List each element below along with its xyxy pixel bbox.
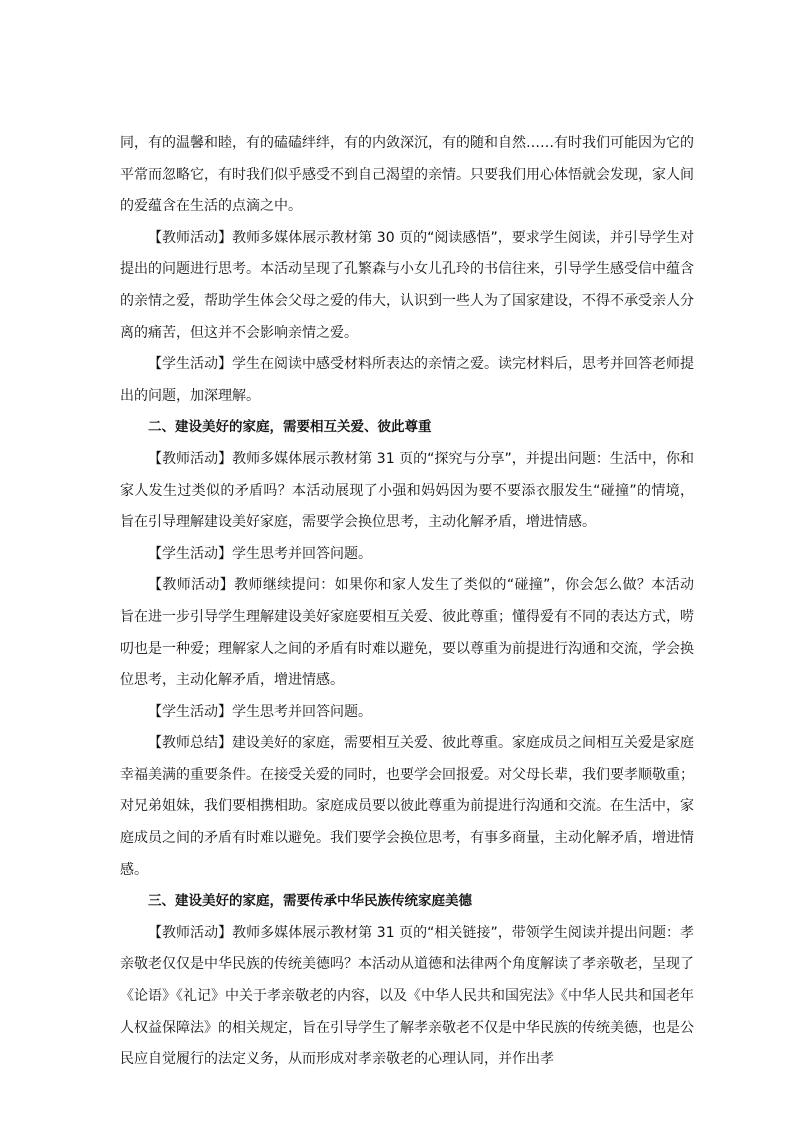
document-page — [120, 128, 694, 1076]
paragraph-teacher-activity-3: 【教师活动】教师继续提问：如果你和家人发生了类似的“碰撞”，你会怎么做？本活动旨在进一步引导学生理解建设美好家庭要相互关爱、彼此尊重；懂得爱有不同的表达方式，唠叨也是一种爱；理解家人之间的矛盾有时难以避免，要以尊重为前提进行沟通和交流，学会换位思考，主动化解矛盾，增进情感。 — [120, 577, 694, 689]
section-heading-3: 三、建设美好的家庭，需要传承中华民族传统家庭美德 — [148, 893, 472, 910]
paragraph-teacher-activity-1: 【教师活动】教师多媒体展示教材第 30 页的“阅读感悟”，要求学生阅读，并引导学生对提出的问题进行思考。本活动呈现了孔繁森与小女儿孔玲的书信往来，引导学生感受信中蕴含的亲情之爱，帮助学生体会父母之爱的伟大，认识到一些人为了国家建设，不得不承受亲人分离的痛苦，但这并不会影响亲情之爱。 — [120, 229, 694, 341]
section-heading-2: 二、建设美好的家庭，需要相互关爱、彼此尊重 — [148, 419, 432, 436]
paragraph-teacher-activity-2: 【教师活动】教师多媒体展示教材第 31 页的“探究与分享”，并提出问题：生活中，你和家人发生过类似的矛盾吗？本活动展现了小强和妈妈因为要不要添衣服发生“碰撞”的情境，旨在引导理解建设美好家庭，需要学会换位思考，主动化解矛盾，增进情感。 — [120, 450, 694, 531]
paragraph-student-activity-1: 【学生活动】学生在阅读中感受材料所表达的亲情之爱。读完材料后，思考并回答老师提出的问题，加深理解。 — [120, 356, 694, 404]
paragraph-student-activity-2: 【学生活动】学生思考并回答问题。 — [148, 545, 372, 562]
paragraph-student-activity-3: 【学生活动】学生思考并回答问题。 — [148, 703, 372, 720]
paragraph-teacher-summary: 【教师总结】建设美好的家庭，需要相互关爱、彼此尊重。家庭成员之间相互关爱是家庭幸福美满的重要条件。在接受关爱的同时，也要学会回报爱。对父母长辈，我们要孝顺敬重；对兄弟姐妹，我们要相携相助。家庭成员要以彼此尊重为前提进行沟通和交流。在生活中，家庭成员之间的矛盾有时难以避免。我们要学会换位思考，有事多商量，主动化解矛盾，增进情感。 — [120, 735, 694, 878]
paragraph-intro-continuation: 同，有的温馨和睦，有的磕磕绊绊，有的内敛深沉，有的随和自然……有时我们可能因为它的平常而忽略它，有时我们似乎感受不到自己渴望的亲情。只要我们用心体悟就会发现，家人间的爱蕴含在生活的点滴之中。 — [120, 135, 694, 215]
paragraph-teacher-activity-4: 【教师活动】教师多媒体展示教材第 31 页的“相关链接”，带领学生阅读并提出问题：孝亲敬老仅仅是中华民族的传统美德吗？本活动从道德和法律两个角度解读了孝亲敬老，呈现了《论语》《礼记》中关于孝亲敬老的内容，以及《中华人民共和国宪法》《中华人民共和国老年人权益保障法》的相关规定，旨在引导学生了解孝亲敬老不仅是中华民族的传统美德，也是公民应自觉履行的法定义务，从而形成对孝亲敬老的心理认同，并作出孝 — [120, 924, 694, 1068]
